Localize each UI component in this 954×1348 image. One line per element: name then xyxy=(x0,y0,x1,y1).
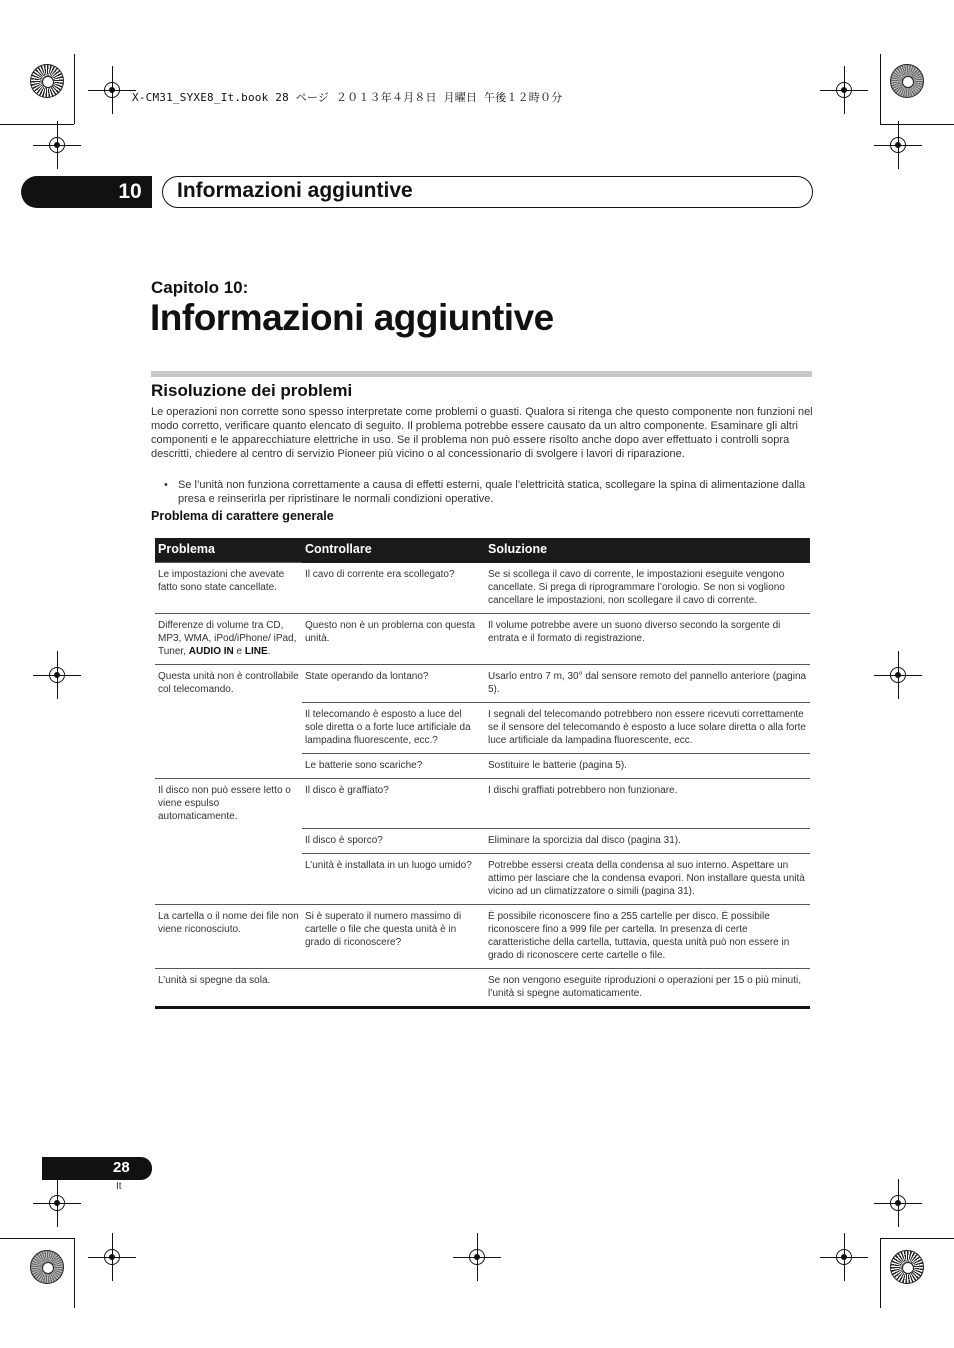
solution-cell: Usarlo entro 7 m, 30° dal sensore remoto del pannello anteriore (pagina 5). xyxy=(485,664,810,702)
column-header-check: Controllare xyxy=(302,538,485,563)
crop-line xyxy=(0,1238,74,1239)
check-cell: Le batterie sono scariche? xyxy=(302,753,485,778)
print-slug: X-CM31_SYXE8_It.book 28 ページ ２０１３年４月８日 月曜日 午後１２時０分 xyxy=(132,91,563,104)
problem-text: . xyxy=(267,645,271,657)
solution-cell: È possibile riconoscere fino a 255 cartelle per disco. È possibile riconoscere fino a 999 file per cartella. In presenza di certe caratteristiche della cartella, tuttavia, questa unità può non essere in grado di riconoscere certe cartelle o file. xyxy=(485,905,810,969)
problem-cell: La cartella o il nome dei file non viene riconosciuto. xyxy=(155,905,302,969)
problem-cell xyxy=(155,613,302,664)
bullet-marker: • xyxy=(164,479,168,491)
problem-cell: Le impostazioni che avevate fatto sono state cancellate. xyxy=(155,563,302,614)
solution-cell: Il volume potrebbe avere un suono diverso secondo la sorgente di entrata e il formato di registrazione. xyxy=(485,613,810,664)
table-row xyxy=(155,613,810,664)
solution-cell: I segnali del telecomando potrebbero non essere ricevuti correttamente se il sensore del telecomando è esposto a luce solare diretta o alla forte luce artificiale da lampadina fluorescente, ecc. xyxy=(485,702,810,753)
check-cell: Si è superato il numero massimo di cartelle o file che questa unità è in grado di riconoscere? xyxy=(302,905,485,969)
check-cell: Questo non è un problema con questa unità. xyxy=(302,613,485,664)
registration-starburst-bottom-right xyxy=(890,1250,924,1284)
check-cell: Il disco è sporco? xyxy=(302,829,485,854)
intro-paragraph: Le operazioni non corrette sono spesso interpretate come problemi o guasti. Qualora si ritenga che questo componente non funzioni nel modo corretto, verificare quanto elencato di seguito. Il problema potrebbe essere causato da un altro componente. Esaminare gli altri componenti e le apparecchiature elettriche in uso. Se il problema non può essere risolto anche dopo aver effettuato i controlli sopra descritti, chiedere al centro di servizio Pioneer più vicino o al concessionario di svolgere i lavori di riparazione. xyxy=(151,406,813,460)
bullet-text: Se l’unità non funziona correttamente a causa di effetti esterni, quale l’elettricità statica, scollegare la spina di alimentazione dalla presa e reinserirla per ripristinare le normali condizioni operative. xyxy=(178,479,806,505)
registration-starburst-top-left xyxy=(30,64,64,98)
problem-cell: L’unità si spegne da sola. xyxy=(155,969,302,1008)
problem-cell xyxy=(155,753,302,778)
column-header-problem: Problema xyxy=(155,538,302,563)
crop-line xyxy=(880,1238,881,1308)
table-row xyxy=(155,854,810,905)
subheading: Problema di carattere generale xyxy=(151,509,334,523)
table-header-row xyxy=(155,538,810,563)
problem-cell: Questa unità non è controllabile col telecomando. xyxy=(155,664,302,702)
chapter-label: Capitolo 10: xyxy=(151,278,249,297)
chapter-tab-number: 10 xyxy=(118,180,142,203)
page-number: 28 xyxy=(113,1159,130,1176)
table-row xyxy=(155,969,810,1008)
problem-cell xyxy=(155,829,302,854)
crop-line xyxy=(880,124,954,125)
chapter-header-title: Informazioni aggiuntive xyxy=(177,179,413,202)
table-row xyxy=(155,563,810,614)
registration-starburst-bottom-left xyxy=(30,1250,64,1284)
troubleshooting-table xyxy=(155,538,810,1009)
problem-cell xyxy=(155,702,302,753)
problem-cell xyxy=(155,854,302,905)
section-title: Risoluzione dei problemi xyxy=(151,381,353,400)
crop-line xyxy=(74,54,75,124)
check-cell xyxy=(302,969,485,1008)
check-cell: Il disco è graffiato? xyxy=(302,778,485,829)
column-header-solution: Soluzione xyxy=(485,538,810,563)
crop-line xyxy=(880,54,881,124)
check-cell: L’unità è installata in un luogo umido? xyxy=(302,854,485,905)
crop-line xyxy=(74,1238,75,1308)
table-row xyxy=(155,664,810,702)
table-row xyxy=(155,753,810,778)
crop-line xyxy=(0,124,74,125)
table-row xyxy=(155,905,810,969)
registration-starburst-top-right xyxy=(890,64,924,98)
section-divider xyxy=(151,371,812,377)
problem-bold-term: LINE xyxy=(244,645,268,657)
page-language: It xyxy=(116,1181,122,1192)
problem-cell: Il disco non può essere letto o viene espulso automaticamente. xyxy=(155,778,302,829)
check-cell: State operando da lontano? xyxy=(302,664,485,702)
solution-cell: Se non vengono eseguite riproduzioni o operazioni per 15 o più minuti, l’unità si spegne automaticamente. xyxy=(485,969,810,1008)
table-row xyxy=(155,778,810,829)
problem-text: Differenze di volume tra CD, MP3, WMA, iPod/iPhone/ iPad, Tuner, xyxy=(158,619,297,657)
problem-bold-term: AUDIO IN xyxy=(188,645,234,657)
chapter-title: Informazioni aggiuntive xyxy=(150,297,554,338)
solution-cell: Se si scollega il cavo di corrente, le impostazioni eseguite vengono cancellate. Si prega di riprogrammare l’orologio. Se non si vogliono cancellare le impostazioni, non scollegare il cavo di corrente. xyxy=(488,568,785,606)
check-cell: Il cavo di corrente era scollegato? xyxy=(305,568,455,580)
table-row xyxy=(155,702,810,753)
solution-cell: Sostituire le batterie (pagina 5). xyxy=(485,753,810,778)
solution-cell: Potrebbe essersi creata della condensa al suo interno. Aspettare un attimo per lasciare che la condensa evapori. Non installare questa unità vicino ad un climatizzatore o simili (pagina 31). xyxy=(485,854,810,905)
solution-cell: Eliminare la sporcizia dal disco (pagina 31). xyxy=(485,829,810,854)
solution-cell: I dischi graffiati potrebbero non funzionare. xyxy=(485,778,810,829)
table-row xyxy=(155,829,810,854)
check-cell: Il telecomando è esposto a luce del sole diretta o a forte luce artificiale da lampadina fluorescente, ecc.? xyxy=(302,702,485,753)
page-number-tab xyxy=(42,1157,152,1180)
crop-line xyxy=(880,1238,954,1239)
problem-text: e xyxy=(233,645,245,657)
